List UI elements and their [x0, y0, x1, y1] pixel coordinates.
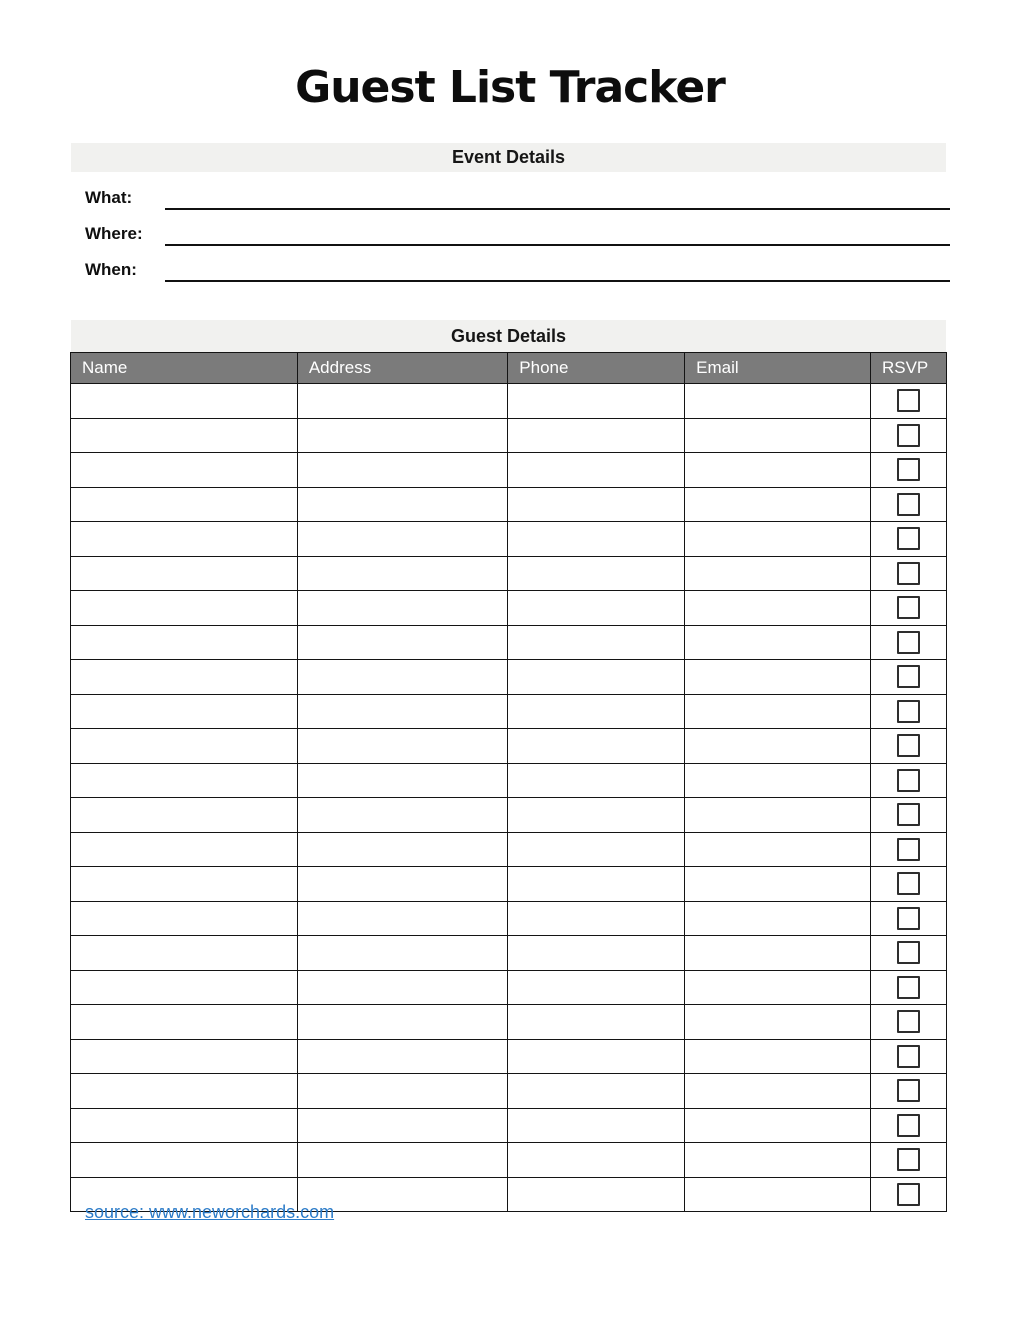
name-cell[interactable] [71, 453, 298, 488]
email-cell[interactable] [685, 798, 871, 833]
guest-table [70, 352, 947, 1212]
rsvp-cell [870, 453, 946, 488]
name-cell[interactable] [71, 418, 298, 453]
rsvp-cell [870, 694, 946, 729]
rsvp-checkbox[interactable] [897, 769, 920, 792]
field-row-what [85, 185, 950, 210]
phone-cell[interactable] [508, 1005, 685, 1040]
email-cell[interactable] [685, 1005, 871, 1040]
table-row [71, 936, 947, 971]
rsvp-cell [870, 832, 946, 867]
where-label: Where: [85, 224, 143, 243]
email-cell[interactable] [685, 453, 871, 488]
rsvp-cell [870, 591, 946, 626]
rsvp-checkbox[interactable] [897, 665, 920, 688]
rsvp-cell [870, 798, 946, 833]
email-cell[interactable] [685, 901, 871, 936]
address-cell[interactable] [297, 591, 507, 626]
phone-cell[interactable] [508, 591, 685, 626]
rsvp-cell [870, 556, 946, 591]
email-cell[interactable] [685, 384, 871, 419]
address-cell[interactable] [297, 901, 507, 936]
email-cell[interactable] [685, 832, 871, 867]
guest-details-section-bar [71, 320, 946, 352]
what-label: What: [85, 188, 133, 207]
column-header-email: Email [685, 353, 871, 384]
address-cell[interactable] [297, 1143, 507, 1178]
event-details-section-title: Event Details [451, 147, 566, 167]
name-cell[interactable] [71, 901, 298, 936]
name-cell[interactable] [71, 591, 298, 626]
rsvp-cell [870, 867, 946, 902]
table-row [71, 867, 947, 902]
phone-cell[interactable] [508, 522, 685, 557]
rsvp-checkbox[interactable] [897, 1045, 920, 1068]
address-cell[interactable] [297, 1039, 507, 1074]
when-label: When: [85, 260, 137, 279]
rsvp-checkbox[interactable] [897, 596, 920, 619]
email-cell[interactable] [685, 487, 871, 522]
name-cell[interactable] [71, 1039, 298, 1074]
email-cell[interactable] [685, 970, 871, 1005]
table-row [71, 901, 947, 936]
table-row [71, 1005, 947, 1040]
address-cell[interactable] [297, 487, 507, 522]
address-cell[interactable] [297, 729, 507, 764]
rsvp-cell [870, 522, 946, 557]
name-cell[interactable] [71, 522, 298, 557]
guest-table-header-row [71, 353, 947, 384]
guest-details-section-title: Guest Details [450, 326, 567, 346]
rsvp-checkbox[interactable] [897, 1148, 920, 1171]
rsvp-cell [870, 763, 946, 798]
rsvp-checkbox[interactable] [897, 389, 920, 412]
table-row [71, 522, 947, 557]
address-cell[interactable] [297, 970, 507, 1005]
when-input-line[interactable] [165, 255, 950, 282]
address-cell[interactable] [297, 936, 507, 971]
rsvp-checkbox[interactable] [897, 1114, 920, 1137]
email-cell[interactable] [685, 1108, 871, 1143]
rsvp-cell [870, 970, 946, 1005]
name-cell[interactable] [71, 729, 298, 764]
table-row [71, 453, 947, 488]
phone-cell[interactable] [508, 970, 685, 1005]
rsvp-cell [870, 936, 946, 971]
rsvp-checkbox[interactable] [897, 872, 920, 895]
rsvp-checkbox[interactable] [897, 1010, 920, 1033]
phone-cell[interactable] [508, 901, 685, 936]
email-cell[interactable] [685, 591, 871, 626]
table-row [71, 591, 947, 626]
table-row [71, 694, 947, 729]
phone-cell[interactable] [508, 729, 685, 764]
name-cell[interactable] [71, 1074, 298, 1109]
phone-cell[interactable] [508, 418, 685, 453]
table-row [71, 625, 947, 660]
phone-cell[interactable] [508, 936, 685, 971]
name-cell[interactable] [71, 556, 298, 591]
rsvp-checkbox[interactable] [897, 907, 920, 930]
address-cell[interactable] [297, 625, 507, 660]
guest-table-header [71, 353, 947, 384]
address-cell[interactable] [297, 798, 507, 833]
address-cell[interactable] [297, 1074, 507, 1109]
email-cell[interactable] [685, 556, 871, 591]
name-cell[interactable] [71, 1143, 298, 1178]
name-cell[interactable] [71, 694, 298, 729]
rsvp-cell [870, 1005, 946, 1040]
rsvp-checkbox[interactable] [897, 493, 920, 516]
rsvp-checkbox[interactable] [897, 803, 920, 826]
name-cell[interactable] [71, 763, 298, 798]
rsvp-cell [870, 1074, 946, 1109]
phone-cell[interactable] [508, 487, 685, 522]
rsvp-cell [870, 1143, 946, 1178]
address-cell[interactable] [297, 453, 507, 488]
email-cell[interactable] [685, 1074, 871, 1109]
phone-cell[interactable] [508, 1074, 685, 1109]
what-input-line[interactable] [165, 183, 950, 210]
address-cell[interactable] [297, 384, 507, 419]
rsvp-checkbox[interactable] [897, 562, 920, 585]
table-row [71, 1108, 947, 1143]
name-cell[interactable] [71, 936, 298, 971]
table-row [71, 556, 947, 591]
table-row [71, 660, 947, 695]
rsvp-checkbox[interactable] [897, 838, 920, 861]
name-cell[interactable] [71, 660, 298, 695]
rsvp-cell [870, 418, 946, 453]
phone-cell[interactable] [508, 453, 685, 488]
field-row-where [85, 221, 950, 246]
email-cell[interactable] [685, 1143, 871, 1178]
guest-table-body [71, 384, 947, 1212]
phone-cell[interactable] [508, 625, 685, 660]
address-cell[interactable] [297, 763, 507, 798]
address-cell[interactable] [297, 1005, 507, 1040]
phone-cell[interactable] [508, 867, 685, 902]
table-row [71, 1143, 947, 1178]
rsvp-checkbox[interactable] [897, 424, 920, 447]
rsvp-cell [870, 1177, 946, 1212]
rsvp-checkbox[interactable] [897, 631, 920, 654]
address-cell[interactable] [297, 556, 507, 591]
email-cell[interactable] [685, 936, 871, 971]
source-link[interactable]: source: www.neworchards.com [85, 1202, 335, 1222]
name-cell[interactable] [71, 1108, 298, 1143]
name-cell[interactable] [71, 832, 298, 867]
phone-cell[interactable] [508, 556, 685, 591]
name-cell[interactable] [71, 625, 298, 660]
rsvp-cell [870, 660, 946, 695]
address-cell[interactable] [297, 1108, 507, 1143]
rsvp-cell [870, 1108, 946, 1143]
rsvp-cell [870, 901, 946, 936]
email-cell[interactable] [685, 418, 871, 453]
rsvp-cell [870, 1039, 946, 1074]
rsvp-cell [870, 487, 946, 522]
email-cell[interactable] [685, 867, 871, 902]
column-header-phone: Phone [508, 353, 685, 384]
address-cell[interactable] [297, 522, 507, 557]
rsvp-cell [870, 729, 946, 764]
column-header-address: Address [297, 353, 507, 384]
event-details-section-bar [71, 143, 946, 172]
address-cell[interactable] [297, 660, 507, 695]
name-cell[interactable] [71, 487, 298, 522]
phone-cell[interactable] [508, 1143, 685, 1178]
rsvp-checkbox[interactable] [897, 527, 920, 550]
phone-cell[interactable] [508, 694, 685, 729]
phone-cell[interactable] [508, 1177, 685, 1212]
phone-cell[interactable] [508, 832, 685, 867]
table-row [71, 1039, 947, 1074]
rsvp-checkbox[interactable] [897, 700, 920, 723]
table-row [71, 418, 947, 453]
rsvp-checkbox[interactable] [897, 941, 920, 964]
table-row [71, 384, 947, 419]
page-title: Guest List Tracker [295, 62, 725, 113]
rsvp-checkbox[interactable] [897, 458, 920, 481]
email-cell[interactable] [685, 522, 871, 557]
email-cell[interactable] [685, 729, 871, 764]
table-row [71, 763, 947, 798]
email-cell[interactable] [685, 1039, 871, 1074]
phone-cell[interactable] [508, 1039, 685, 1074]
name-cell[interactable] [71, 867, 298, 902]
rsvp-checkbox[interactable] [897, 976, 920, 999]
name-cell[interactable] [71, 384, 298, 419]
phone-cell[interactable] [508, 1108, 685, 1143]
rsvp-cell [870, 384, 946, 419]
table-row [71, 832, 947, 867]
table-row [71, 970, 947, 1005]
email-cell[interactable] [685, 660, 871, 695]
email-cell[interactable] [685, 694, 871, 729]
rsvp-checkbox[interactable] [897, 734, 920, 757]
name-cell[interactable] [71, 798, 298, 833]
email-cell[interactable] [685, 1177, 871, 1212]
phone-cell[interactable] [508, 384, 685, 419]
field-row-when [85, 257, 950, 282]
rsvp-checkbox[interactable] [897, 1183, 920, 1206]
address-cell[interactable] [297, 867, 507, 902]
email-cell[interactable] [685, 763, 871, 798]
address-cell[interactable] [297, 694, 507, 729]
table-row [71, 487, 947, 522]
table-row [71, 798, 947, 833]
phone-cell[interactable] [508, 798, 685, 833]
table-row [71, 729, 947, 764]
phone-cell[interactable] [508, 660, 685, 695]
name-cell[interactable] [71, 970, 298, 1005]
column-header-name: Name [71, 353, 298, 384]
email-cell[interactable] [685, 625, 871, 660]
column-header-rsvp: RSVP [870, 353, 946, 384]
phone-cell[interactable] [508, 763, 685, 798]
table-row [71, 1074, 947, 1109]
address-cell[interactable] [297, 832, 507, 867]
address-cell[interactable] [297, 418, 507, 453]
name-cell[interactable] [71, 1005, 298, 1040]
rsvp-checkbox[interactable] [897, 1079, 920, 1102]
where-input-line[interactable] [165, 219, 950, 246]
rsvp-cell [870, 625, 946, 660]
